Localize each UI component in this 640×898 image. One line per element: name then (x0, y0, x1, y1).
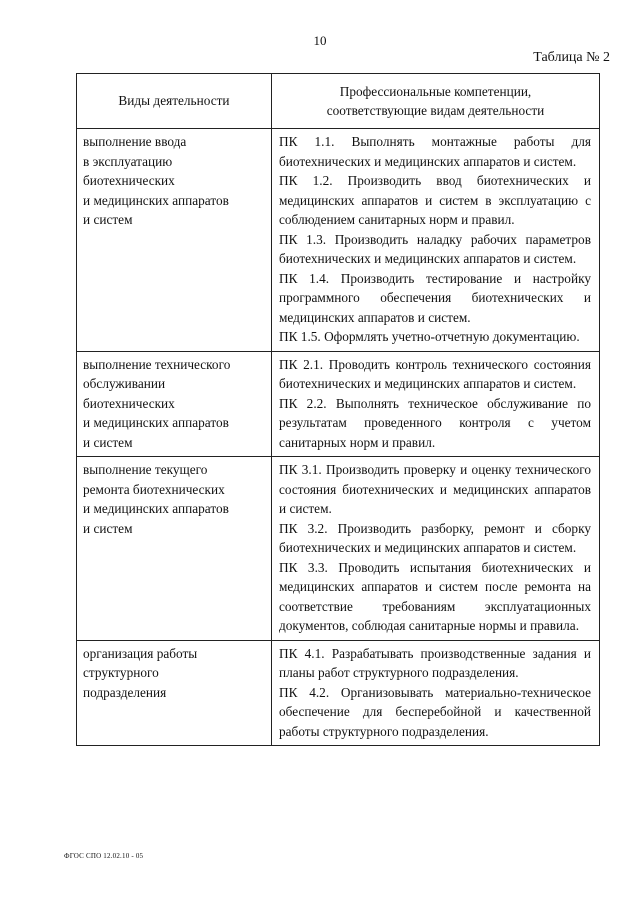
activity-line: в эксплуатацию (83, 153, 173, 169)
activity-line: и медицинских аппаратов (83, 192, 229, 208)
competency-item: ПК 2.2. Выполнять техническое обслуживание по результатам проведенного контроля с учетом санитарных норм и правил. (279, 395, 591, 450)
competencies-cell (272, 129, 600, 352)
competency-item: ПК 3.1. Производить проверку и оценку технического состояния биотехнических и медицинских аппаратов и систем. (279, 462, 591, 516)
table-label: Таблица № 2 (533, 50, 610, 65)
competency-item: ПК 4.2. Организовывать материально-техническое обеспечение для бесперебойной и качественной работы структурного подразделения. (279, 684, 591, 739)
activity-line: и систем (83, 520, 133, 536)
activity-line: биотехнических (83, 173, 175, 188)
competency-item: ПК 1.2. Производить ввод биотехнических и медицинских аппаратов и систем в эксплуатацию с соблюдением санитарных норм и правил. (279, 173, 591, 227)
activity-line: и систем (83, 434, 133, 450)
competency-item: ПК 4.1. Разрабатывать производственные задания и планы работ структурного подразделения. (279, 645, 591, 680)
activity-cell (77, 640, 272, 746)
table-header-row (77, 74, 600, 129)
table-row (77, 129, 600, 352)
activity-line: ремонта биотехнических (83, 481, 225, 497)
competency-item: ПК 1.3. Производить наладку рабочих параметров биотехнических и медицинских аппаратов и систем. (279, 231, 591, 266)
activity-line: выполнение ввода (83, 134, 187, 149)
activity-line: выполнение текущего (83, 462, 208, 477)
activity-line: и медицинских аппаратов (83, 501, 229, 516)
competency-item: ПК 1.5. Оформлять учетно-отчетную документацию. (279, 329, 580, 344)
competency-item: ПК 2.1. Проводить контроль технического состояния биотехнических и медицинских аппаратов и систем. (279, 356, 591, 391)
activity-line: и систем (83, 212, 133, 227)
table-row (77, 457, 600, 641)
table-row (77, 351, 600, 457)
activity-cell (77, 351, 272, 457)
activity-line: подразделения (83, 684, 167, 700)
activity-line: и медицинских аппаратов (83, 415, 229, 430)
activity-cell (77, 129, 272, 352)
activity-line: биотехнических (83, 395, 175, 411)
footer-code: ФГОС СПО 12.02.10 - 05 (64, 852, 144, 860)
header-competencies-line2: соответствующие видам деятельности (326, 103, 545, 118)
activity-line: организация работы (83, 645, 198, 661)
activity-line: структурного (83, 665, 159, 680)
activity-cell (77, 457, 272, 641)
activity-line: обслуживании (83, 376, 166, 391)
header-competencies (272, 74, 600, 129)
page-number: 10 (313, 33, 327, 48)
competency-item: ПК 3.3. Проводить испытания биотехнических и медицинских аппаратов и систем после ремонта на соответствие требованиям эксплуатационных документов, соблюдая санитарные нормы и правила. (279, 559, 591, 633)
competency-item: ПК 1.4. Производить тестирование и настройку программного обеспечения биотехнических и медицинских аппаратов и систем. (279, 270, 591, 325)
table-row (77, 640, 600, 746)
competencies-table (76, 73, 600, 746)
competencies-cell (272, 640, 600, 746)
competencies-cell (272, 351, 600, 457)
competency-item: ПК 3.2. Производить разборку, ремонт и сборку биотехнических и медицинских аппаратов и систем. (279, 520, 591, 555)
activity-line: выполнение технического (83, 356, 231, 372)
competency-item: ПК 1.1. Выполнять монтажные работы для биотехнических и медицинских аппаратов и систем. (279, 134, 591, 169)
competencies-cell (272, 457, 600, 641)
header-competencies-line1: Профессиональные компетенции, (339, 83, 532, 99)
header-activity: Виды деятельности (77, 74, 272, 129)
